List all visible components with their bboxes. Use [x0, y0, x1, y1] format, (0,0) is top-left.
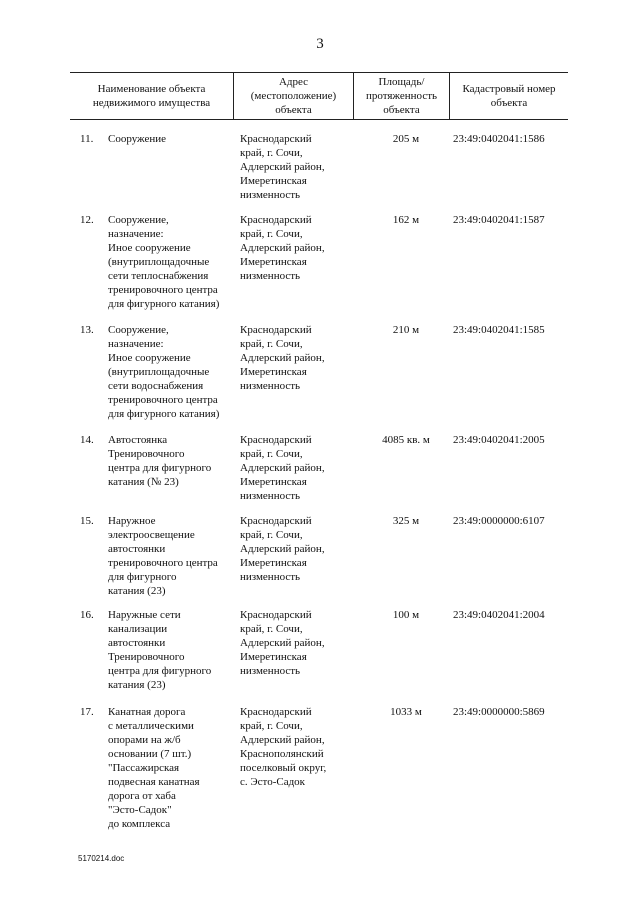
object-name-line: Сооружение	[108, 133, 167, 145]
object-address-line: Краснодарский	[240, 324, 312, 336]
object-address-line: Адлерский район,	[240, 462, 325, 474]
object-name-line: для фигурного	[108, 571, 177, 583]
object-address-line: Имеретинская	[240, 651, 307, 663]
cadastral-number: 23:49:0402041:2004	[453, 609, 545, 621]
object-address-line: Краснополянский	[240, 748, 324, 760]
header-name: Наименование объекта недвижимого имущества	[92, 83, 211, 109]
object-area: 1033 м	[390, 706, 422, 718]
object-address-line: с. Эсто-Садок	[240, 776, 306, 788]
row-number: 16.	[80, 609, 94, 621]
object-name-line: назначение:	[108, 338, 164, 350]
object-name-line: для фигурного катания)	[108, 408, 220, 420]
object-address-line: Краснодарский	[240, 214, 312, 226]
object-address-line: низменность	[240, 490, 301, 502]
object-name	[108, 213, 233, 311]
header-area: Площадь/ протяженность объекта	[353, 73, 449, 119]
object-address	[240, 514, 358, 584]
cadastral-number: 23:49:0402041:2005	[453, 434, 545, 446]
header-address: Адрес (местоположение) объекта	[233, 73, 353, 119]
cadastral-number: 23:49:0402041:1585	[453, 324, 545, 336]
file-name-footer: 5170214.doc	[78, 854, 125, 863]
row-number: 13.	[80, 324, 94, 336]
object-area: 100 м	[392, 609, 420, 621]
object-name-line: сети теплоснабжения	[108, 270, 209, 282]
object-address-line: край, г. Сочи,	[240, 448, 303, 460]
object-name-line: катания (№ 23)	[108, 476, 179, 488]
object-name-line: до комплекса	[108, 818, 171, 830]
object-name	[108, 705, 233, 831]
object-name-line: Сооружение,	[108, 214, 169, 226]
object-address-line: Имеретинская	[240, 366, 307, 378]
object-name	[108, 323, 233, 421]
object-address-line: низменность	[240, 189, 301, 201]
object-name-line: Наружное	[108, 515, 156, 527]
object-address-line: край, г. Сочи,	[240, 529, 303, 541]
object-name-line: автостоянки	[108, 637, 166, 649]
object-name-line: Тренировочного	[108, 448, 185, 460]
object-address	[240, 132, 358, 202]
object-address	[240, 213, 358, 283]
object-address-line: край, г. Сочи,	[240, 720, 303, 732]
object-address-line: Краснодарский	[240, 609, 312, 621]
object-area: 325 м	[392, 515, 420, 527]
object-name-line: назначение:	[108, 228, 164, 240]
object-name-line: Иное сооружение	[108, 242, 191, 254]
object-name-line: катания (23)	[108, 585, 166, 597]
object-name-line: Канатная дорога	[108, 706, 186, 718]
object-name-line: центра для фигурного	[108, 462, 212, 474]
object-address-line: низменность	[240, 571, 301, 583]
object-name-line: "Пассажирская	[108, 762, 180, 774]
object-name-line: тренировочного центра	[108, 394, 218, 406]
object-address-line: Адлерский район,	[240, 543, 325, 555]
object-name-line: электроосвещение	[108, 529, 195, 541]
object-name-line: сети водоснабжения	[108, 380, 204, 392]
object-name-line: (внутриплощадочные	[108, 366, 210, 378]
object-address-line: низменность	[240, 380, 301, 392]
row-number: 17.	[80, 706, 94, 718]
row-number: 15.	[80, 515, 94, 527]
object-name-line: дорога от хаба	[108, 790, 176, 802]
header-cadastral: Кадастровый номер объекта	[449, 73, 568, 119]
object-name	[108, 608, 233, 692]
object-name-line: основании (7 шт.)	[108, 748, 192, 760]
cadastral-number: 23:49:0000000:5869	[453, 706, 545, 718]
row-number: 11.	[80, 133, 94, 145]
object-address-line: Имеретинская	[240, 557, 307, 569]
object-name-line: тренировочного центра	[108, 557, 218, 569]
object-address-line: Адлерский район,	[240, 242, 325, 254]
table-header	[70, 72, 568, 120]
object-name-line: для фигурного катания)	[108, 298, 220, 310]
object-name-line: подвесная канатная	[108, 776, 200, 788]
row-number: 14.	[80, 434, 94, 446]
object-address-line: Адлерский район,	[240, 161, 325, 173]
object-address	[240, 433, 358, 503]
object-address	[240, 608, 358, 678]
object-name-line: (внутриплощадочные	[108, 256, 210, 268]
object-area: 162 м	[392, 214, 420, 226]
object-name-line: канализации	[108, 623, 168, 635]
cadastral-number: 23:49:0000000:6107	[453, 515, 545, 527]
object-name-line: Сооружение,	[108, 324, 169, 336]
object-name-line: центра для фигурного	[108, 665, 212, 677]
object-name	[108, 514, 233, 598]
object-area: 205 м	[392, 133, 420, 145]
object-address-line: Имеретинская	[240, 476, 307, 488]
row-number: 12.	[80, 214, 94, 226]
object-name-line: Иное сооружение	[108, 352, 191, 364]
object-name-line: тренировочного центра	[108, 284, 218, 296]
object-name-line: Тренировочного	[108, 651, 185, 663]
object-address-line: край, г. Сочи,	[240, 228, 303, 240]
object-address-line: Краснодарский	[240, 434, 312, 446]
object-address-line: край, г. Сочи,	[240, 147, 303, 159]
object-address-line: поселковый округ,	[240, 762, 327, 774]
object-name-line: опорами на ж/б	[108, 734, 181, 746]
object-address-line: Адлерский район,	[240, 352, 325, 364]
object-address-line: Адлерский район,	[240, 637, 325, 649]
page-number: 3	[316, 36, 324, 52]
object-address-line: низменность	[240, 270, 301, 282]
cadastral-number: 23:49:0402041:1586	[453, 133, 545, 145]
object-address-line: край, г. Сочи,	[240, 338, 303, 350]
object-name	[108, 433, 233, 489]
object-name-line: катания (23)	[108, 679, 166, 691]
object-address-line: Адлерский район,	[240, 734, 325, 746]
object-name	[108, 132, 233, 146]
object-address	[240, 705, 358, 789]
object-address-line: Имеретинская	[240, 175, 307, 187]
object-address-line: низменность	[240, 665, 301, 677]
object-name-line: с металлическими	[108, 720, 194, 732]
object-name-line: Автостоянка	[108, 434, 168, 446]
object-name-line: Наружные сети	[108, 609, 181, 621]
object-address-line: Краснодарский	[240, 133, 312, 145]
object-area: 210 м	[392, 324, 420, 336]
object-address	[240, 323, 358, 393]
object-address-line: край, г. Сочи,	[240, 623, 303, 635]
object-name-line: автостоянки	[108, 543, 166, 555]
object-area: 4085 кв. м	[382, 434, 430, 446]
cadastral-number: 23:49:0402041:1587	[453, 214, 545, 226]
object-name-line: "Эсто-Садок"	[108, 804, 172, 816]
object-address-line: Краснодарский	[240, 706, 312, 718]
object-address-line: Краснодарский	[240, 515, 312, 527]
property-table	[70, 72, 568, 830]
object-address-line: Имеретинская	[240, 256, 307, 268]
